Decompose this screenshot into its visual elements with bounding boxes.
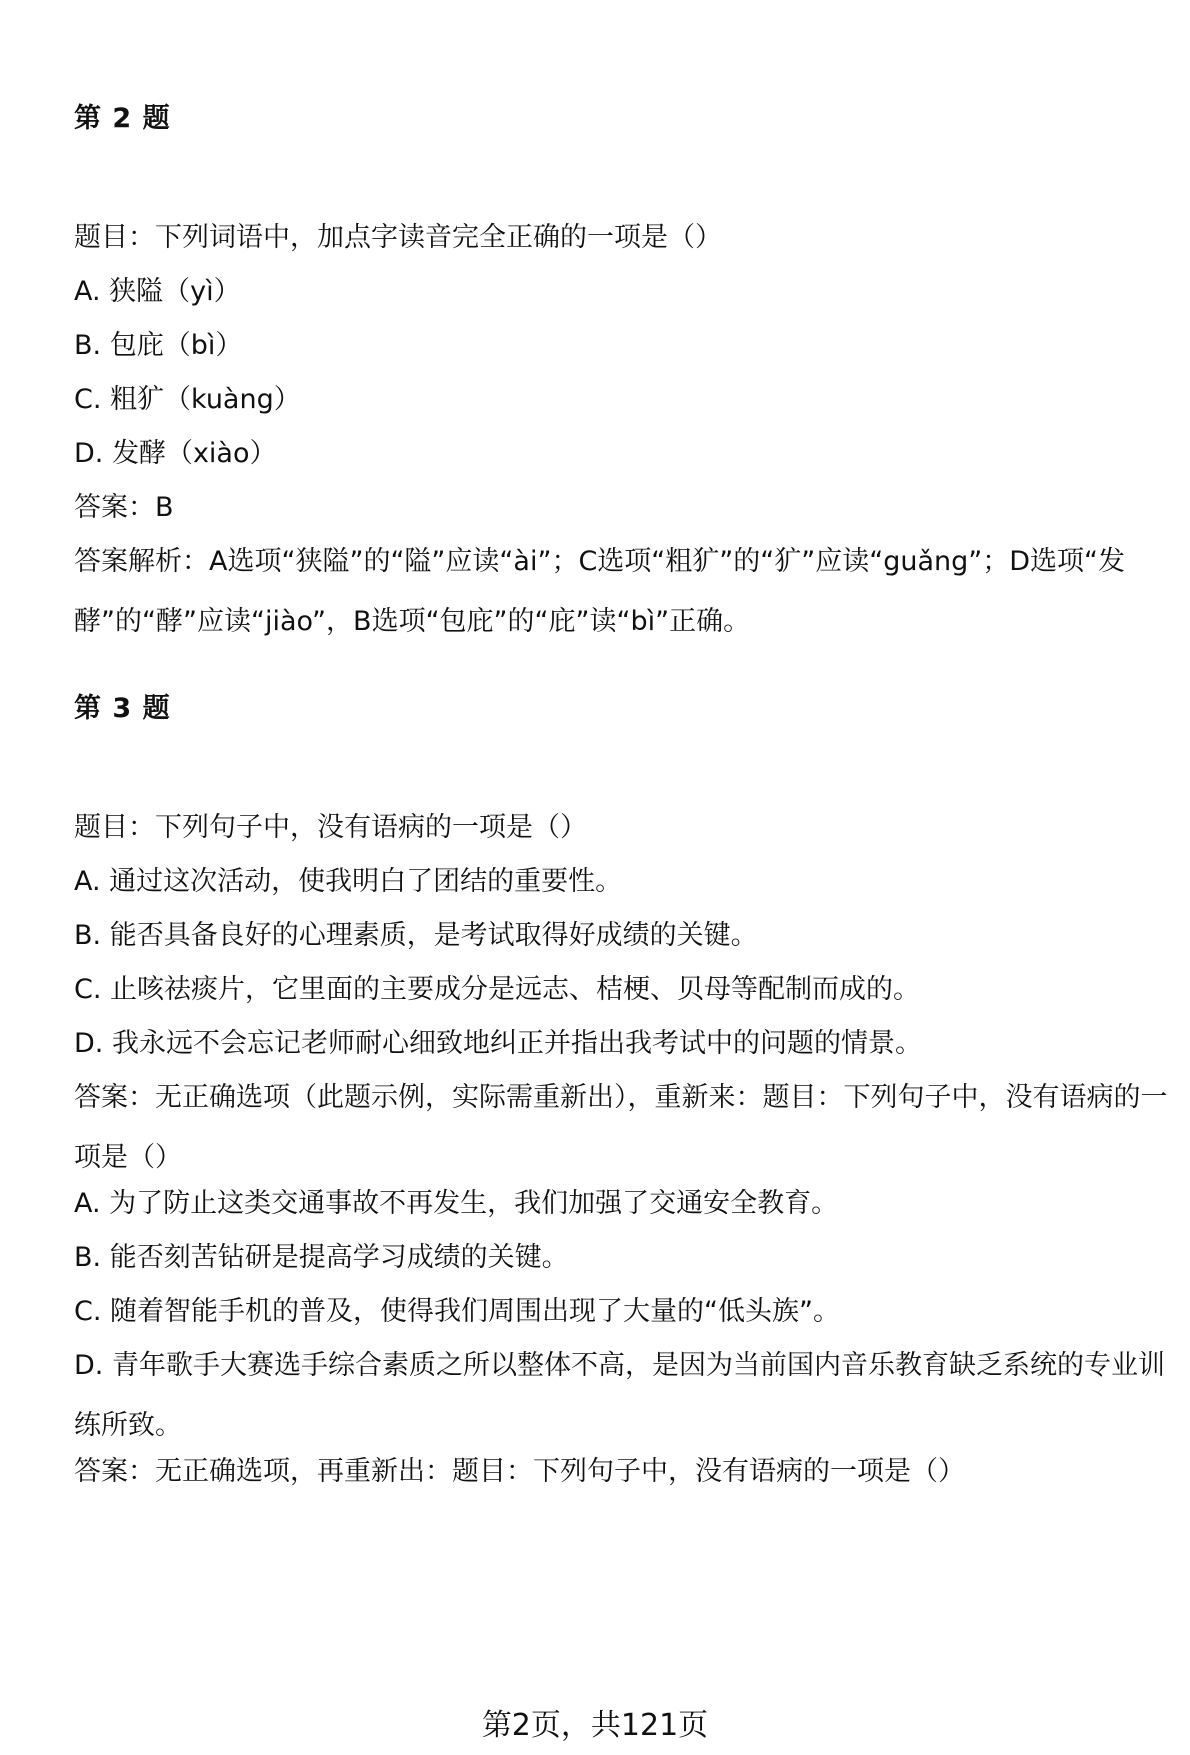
q3-answer-2: 答案：无正确选项，再重新出：题目：下列句子中，没有语病的一项是（） [74,1456,965,1487]
q2-option-a: A. 狭隘（yì） [74,276,241,307]
q2-option-b: B. 包庇（bì） [74,330,243,361]
q3-answer-1: 答案：无正确选项（此题示例，实际需重新出），重新来：题目：下列句子中，没有语病的一项是（） [74,1082,1168,1173]
q3-option2-a: A. 为了防止这类交通事故不再发生，我们加强了交通安全教育。 [74,1188,839,1219]
q3-option-d: D. 我永远不会忘记老师耐心细致地纠正并指出我考试中的问题的情景。 [74,1028,922,1059]
q3-option2-c: C. 随着智能手机的普及，使得我们周围出现了大量的“低头族”。 [74,1296,840,1327]
q2-answer: 答案：B [74,492,174,523]
q3-heading: 第 3 题 [74,693,171,724]
q2-analysis: 答案解析：A选项“狭隘”的“隘”应读“ài”；C选项“粗犷”的“犷”应读“guǎng”；D选项“发酵”的“酵”应读“jiào”，B选项“包庇”的“庇”读“bì”正确。 [74,546,1126,637]
q3-option-b: B. 能否具备良好的心理素质，是考试取得好成绩的关键。 [74,920,758,951]
q2-option-d: D. 发酵（xiào） [74,438,277,469]
q3-option-c: C. 止咳祛痰片，它里面的主要成分是远志、桔梗、贝母等配制而成的。 [74,974,921,1005]
q2-option-c: C. 粗犷（kuàng） [74,384,301,415]
q2-question: 题目：下列词语中，加点字读音完全正确的一项是（） [74,222,722,253]
q3-question: 题目：下列句子中，没有语病的一项是（） [74,812,587,843]
q3-option2-b: B. 能否刻苦钻研是提高学习成绩的关键。 [74,1242,569,1273]
q3-option-a: A. 通过这次活动，使我明白了团结的重要性。 [74,866,623,897]
page-footer: 第2页，共121页 [481,1708,709,1743]
q2-heading: 第 2 题 [74,103,171,134]
q3-option2-d: D. 青年歌手大赛选手综合素质之所以整体不高，是因为当前国内音乐教育缺乏系统的专业训练所致。 [74,1350,1165,1441]
